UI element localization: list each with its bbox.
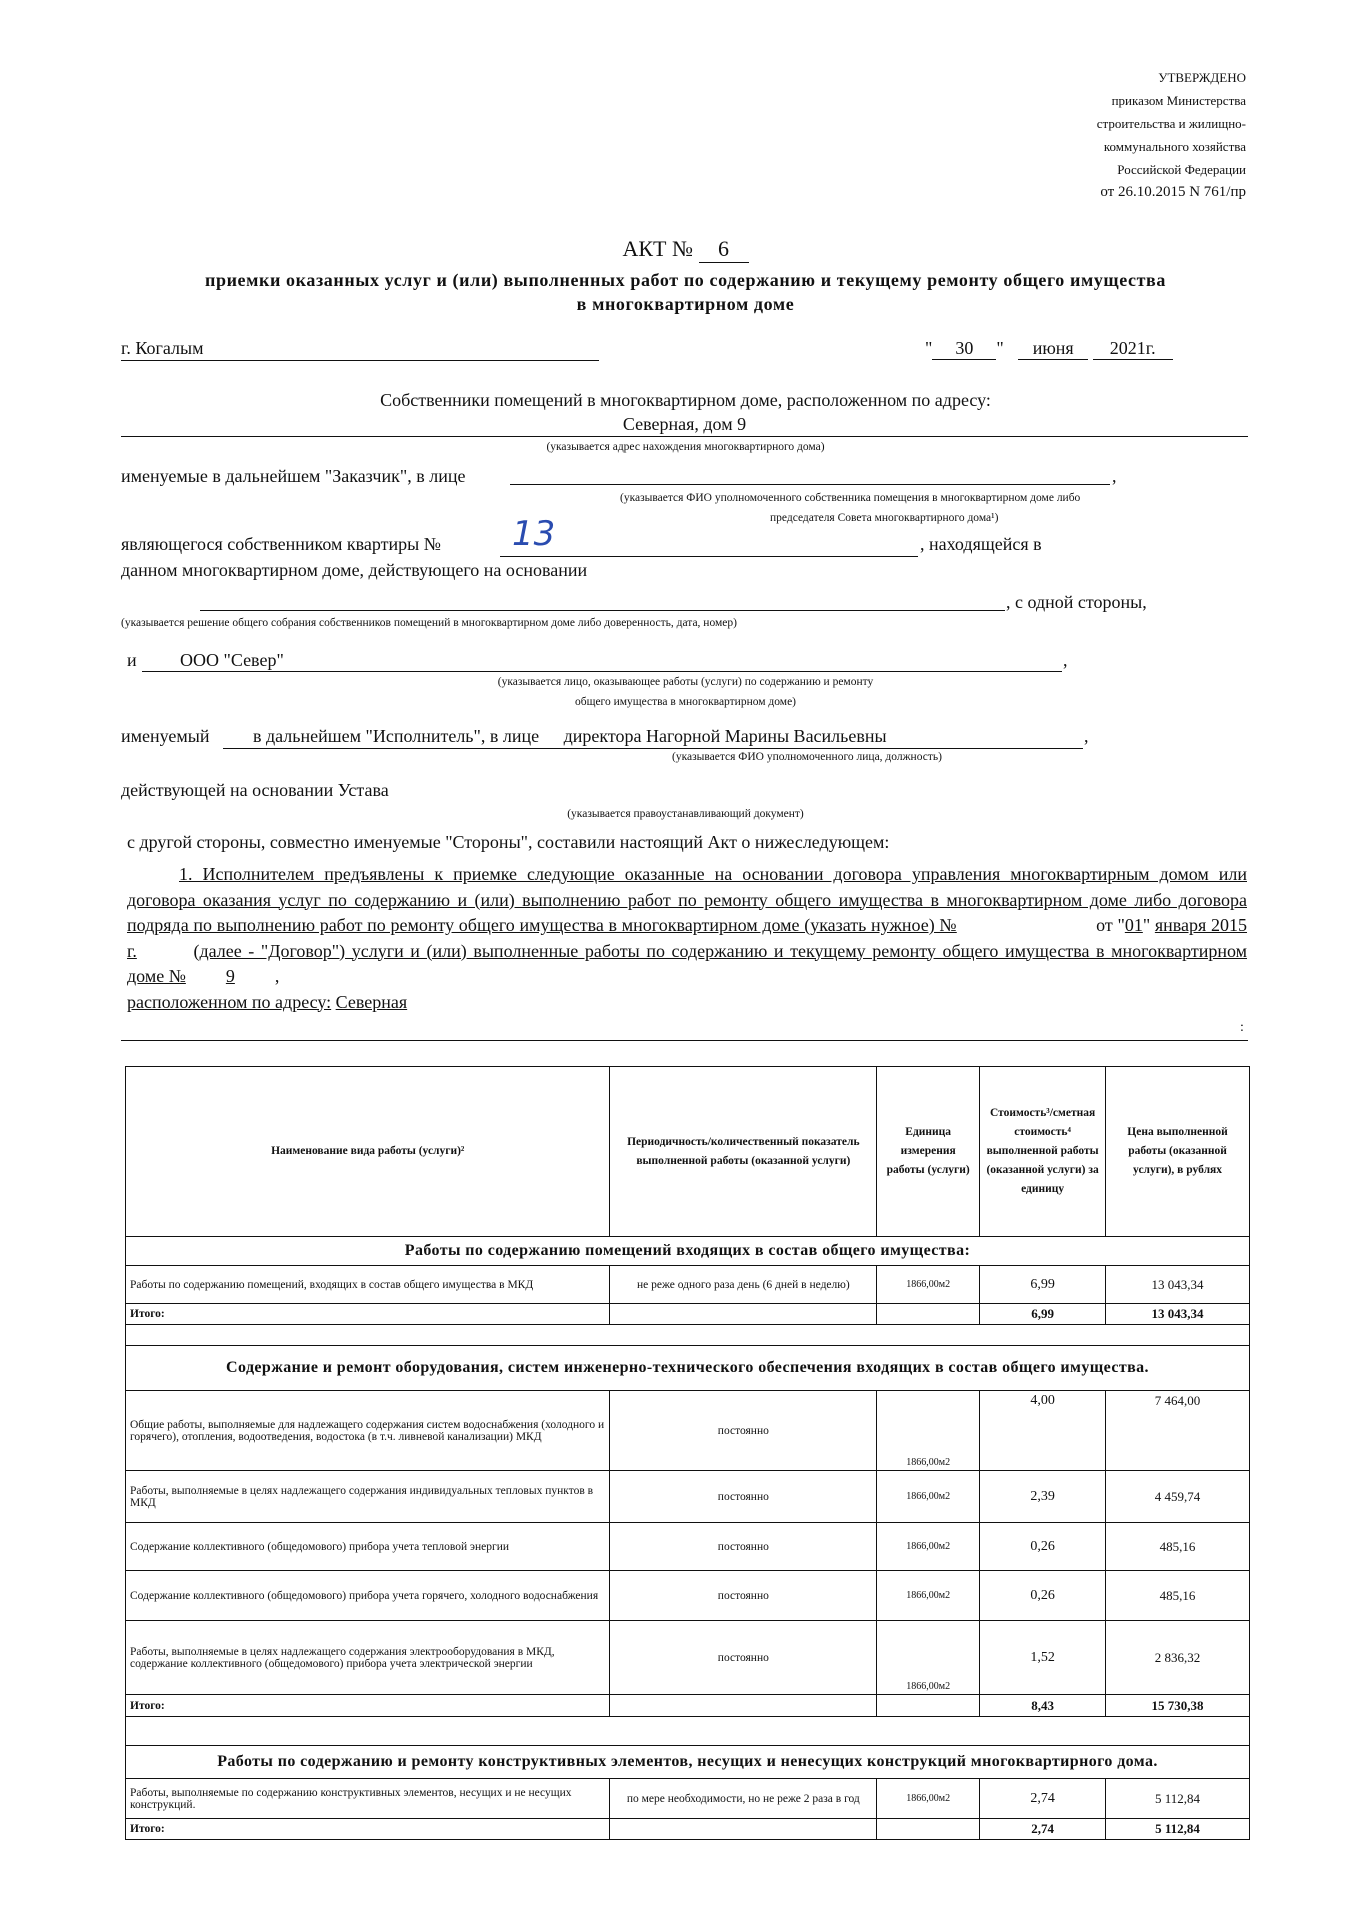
- acting-note: (указывается правоустанавливающий документ): [567, 808, 804, 820]
- work-price: 485,16: [1106, 1571, 1250, 1621]
- work-period: постоянно: [610, 1523, 877, 1571]
- act-subtitle-line: приемки оказанных услуг и (или) выполненных работ по содержанию и текущему ремонту общего имущества: [205, 270, 1166, 290]
- address-prefix: расположенном по адресу:: [127, 991, 332, 1012]
- approval-line: УТВЕРЖДЕНО: [1158, 70, 1246, 85]
- table-row: [126, 1571, 1250, 1621]
- approval-line: приказом Министерства: [1111, 93, 1246, 108]
- date-month: июня: [1018, 338, 1088, 360]
- act-number: 6: [699, 236, 749, 263]
- work-cost: 2,39: [980, 1471, 1106, 1523]
- contractor-note: общего имущества в многоквартирном доме): [574, 696, 797, 708]
- header-price: Цена выполненной работы (оказанной услуги), в рублях: [1106, 1067, 1250, 1237]
- other-side: с другой стороны, совместно именуемые "Стороны", составили настоящий Акт о нижеследующем:: [127, 832, 890, 852]
- section-title: Содержание и ремонт оборудования, систем инженерно-технического обеспечения входящих в состав общего имущества.: [126, 1346, 1250, 1391]
- work-cost: 1,52: [980, 1621, 1106, 1695]
- one-side: , с одной стороны,: [1006, 592, 1147, 612]
- work-cost: 0,26: [980, 1571, 1106, 1621]
- work-unit: 1866,00м2: [877, 1621, 980, 1695]
- header-unit: Единица измерения работы (услуги): [877, 1067, 980, 1237]
- works-table: [125, 1066, 1250, 1840]
- director-note: (указывается ФИО уполномоченного лица, должность): [672, 751, 942, 763]
- work-price: 485,16: [1106, 1523, 1250, 1571]
- executor-text: в дальнейшем "Исполнитель", в лице: [253, 726, 540, 746]
- work-name: Работы, выполняемые в целях надлежащего содержания индивидуальных тепловых пунктов в МКД: [126, 1471, 610, 1523]
- work-cost: 6,99: [980, 1266, 1106, 1304]
- act-subtitle-line: в многоквартирном доме: [576, 294, 795, 314]
- total-cost: 8,43: [980, 1695, 1106, 1717]
- contractor-name: ООО "Север": [142, 650, 1062, 672]
- approval-line: коммунального хозяйства: [1103, 139, 1246, 154]
- work-period: постоянно: [610, 1391, 877, 1471]
- street: Северная: [335, 991, 408, 1012]
- header-cost: Стоимость³/сметная стоимость⁴ выполненной работы (оказанной услуги) за единицу: [980, 1067, 1106, 1237]
- approval-order: от 26.10.2015 N 761/пр: [1100, 184, 1246, 200]
- date-year: 2021г.: [1093, 338, 1173, 360]
- basis-note: (указывается решение общего собрания собственников помещений в многоквартирном доме либо доверенность, дата, номер): [121, 617, 737, 629]
- total-price: 13 043,34: [1106, 1304, 1250, 1325]
- director-name: директора Нагорной Марины Васильевны: [563, 726, 887, 746]
- approval-block: [986, 66, 1246, 204]
- owner-of-apt: являющегося собственником квартиры №: [121, 534, 441, 554]
- work-period: по мере необходимости, но не реже 2 раза в год: [610, 1779, 877, 1819]
- customer-line: [510, 484, 1110, 485]
- work-name: Работы по содержанию помещений, входящих в состав общего имущества в МКД: [126, 1266, 610, 1304]
- total-label: Итого:: [126, 1695, 610, 1717]
- section-title: Работы по содержанию помещений входящих в состав общего имущества:: [126, 1237, 1250, 1266]
- act-subtitle: [0, 268, 1371, 316]
- customer-note: (указывается ФИО уполномоченного собственника помещения в многоквартирном доме либо: [620, 492, 1081, 504]
- city: г. Когалым: [121, 338, 204, 358]
- approval-line: Российской Федерации: [1117, 162, 1246, 177]
- table-row: [126, 1779, 1250, 1819]
- work-unit: 1866,00м2: [877, 1571, 980, 1621]
- work-name: Содержание коллективного (общедомового) прибора учета горячего, холодного водоснабжения: [126, 1571, 610, 1621]
- apt-number: 13: [512, 514, 556, 554]
- address-note: (указывается адрес нахождения многоквартирного дома): [546, 441, 825, 453]
- apt-line: [500, 556, 918, 557]
- executor-line: [223, 726, 1083, 749]
- work-name: Работы, выполняемые в целях надлежащего содержания электрооборудования в МКД, содержание коллективного (общедомового) прибора учета электрической энергии: [126, 1621, 610, 1695]
- total-label: Итого:: [126, 1304, 610, 1325]
- total-row: [126, 1304, 1250, 1325]
- act-title-prefix: АКТ №: [622, 236, 693, 261]
- customer-text: именуемые в дальнейшем "Заказчик", в лице: [121, 466, 466, 486]
- clause-1: 1. Исполнителем предъявлены к приемке следующие оказанные на основании договора управления многоквартирным домом или договора оказания услуг по содержанию и (или) выполнению работ по ремонту общего имущества в многоквартирном доме либо договора подряда по выполнению работ по ремонту общего имущества в многоквартирном доме (указать нужное) № от "01" января 2015 г. (далее - "Договор") услуги и (или) выполненные работы по содержанию и текущему ремонту общего имущества в многоквартирном доме № 9 , расположенном по адресу: Северная: [127, 862, 1247, 1015]
- table-row: [126, 1621, 1250, 1695]
- work-cost: 4,00: [980, 1391, 1106, 1471]
- named-word: именуемый: [121, 726, 210, 746]
- work-price: 13 043,34: [1106, 1266, 1250, 1304]
- work-unit: 1866,00м2: [877, 1471, 980, 1523]
- total-price: 5 112,84: [1106, 1819, 1250, 1840]
- work-period: постоянно: [610, 1571, 877, 1621]
- total-label: Итого:: [126, 1819, 610, 1840]
- basis-line: [200, 610, 1005, 611]
- house-number: 9: [225, 966, 235, 986]
- header-period: Периодичность/количественный показатель выполненной работы (оказанной услуги): [610, 1067, 877, 1237]
- total-price: 15 730,38: [1106, 1695, 1250, 1717]
- date-day: 30: [932, 338, 996, 360]
- table-row: [126, 1523, 1250, 1571]
- work-cost: 0,26: [980, 1523, 1106, 1571]
- work-unit: 1866,00м2: [877, 1523, 980, 1571]
- approval-line: строительства и жилищно-: [1096, 116, 1246, 131]
- work-unit: 1866,00м2: [877, 1779, 980, 1819]
- address-extra-line: [121, 1040, 1248, 1041]
- table-row: [126, 1391, 1250, 1471]
- header-name: Наименование вида работы (услуги)²: [126, 1067, 610, 1237]
- total-row: [126, 1819, 1250, 1840]
- total-cost: 2,74: [980, 1819, 1106, 1840]
- work-price: 7 464,00: [1106, 1391, 1250, 1471]
- work-period: не реже одного раза день (6 дней в неделю): [610, 1266, 877, 1304]
- acting-text: действующей на основании Устава: [121, 780, 389, 800]
- work-unit: 1866,00м2: [877, 1266, 980, 1304]
- work-period: постоянно: [610, 1471, 877, 1523]
- basis-text: данном многоквартирном доме, действующего на основании: [121, 560, 588, 580]
- table-row: [126, 1266, 1250, 1304]
- work-price: 2 836,32: [1106, 1621, 1250, 1695]
- work-price: 4 459,74: [1106, 1471, 1250, 1523]
- clause-1-text: 1. Исполнителем предъявлены к приемке следующие оказанные на основании договора управления многоквартирным домом или договора оказания услуг по содержанию и (или) выполнению работ по ремонту общего имущества в многоквартирном доме либо договора подряда по выполнению работ по ремонту общего имущества в многоквартирном доме (указать нужное) №: [127, 864, 1247, 935]
- house-address: Северная, дом 9: [121, 414, 1248, 437]
- work-period: постоянно: [610, 1621, 877, 1695]
- work-name: Работы, выполняемые по содержанию конструктивных элементов, несущих и не несущих конструкций.: [126, 1779, 610, 1819]
- city-field: [121, 338, 599, 361]
- work-name: Содержание коллективного (общедомового) прибора учета тепловой энергии: [126, 1523, 610, 1571]
- work-cost: 2,74: [980, 1779, 1106, 1819]
- work-name: Общие работы, выполняемые для надлежащего содержания систем водоснабжения (холодного и горячего), отопления, водоотведения, водостока (в т.ч. ливневой канализации) МКД: [126, 1391, 610, 1471]
- total-row: [126, 1695, 1250, 1717]
- act-title: [0, 236, 1371, 263]
- customer-note: председателя Совета многоквартирного дома¹): [770, 512, 999, 524]
- contract-month: января 2015 г.: [127, 915, 1248, 961]
- clause-1-text-cont: (далее - "Договор") услуги и (или) выполненные работы по содержанию и текущему ремонту общего имущества в многоквартирном доме №: [127, 940, 1248, 986]
- owners-intro: Собственники помещений в многоквартирном доме, расположенном по адресу:: [380, 390, 991, 410]
- date-field: " 30 " июня 2021г.: [925, 338, 1193, 360]
- clause-1-from: от ": [1096, 915, 1125, 935]
- contractor-note: (указывается лицо, оказывающее работы (услуги) по содержанию и ремонту: [497, 676, 874, 688]
- work-unit: 1866,00м2: [877, 1391, 980, 1471]
- located-in: , находящейся в: [920, 534, 1042, 554]
- table-row: [126, 1471, 1250, 1523]
- and-word: и: [127, 650, 137, 670]
- section-title: Работы по содержанию и ремонту конструктивных элементов, несущих и ненесущих конструкций многоквартирного дома.: [126, 1746, 1250, 1779]
- work-price: 5 112,84: [1106, 1779, 1250, 1819]
- contract-day: 01: [1124, 915, 1143, 935]
- total-cost: 6,99: [980, 1304, 1106, 1325]
